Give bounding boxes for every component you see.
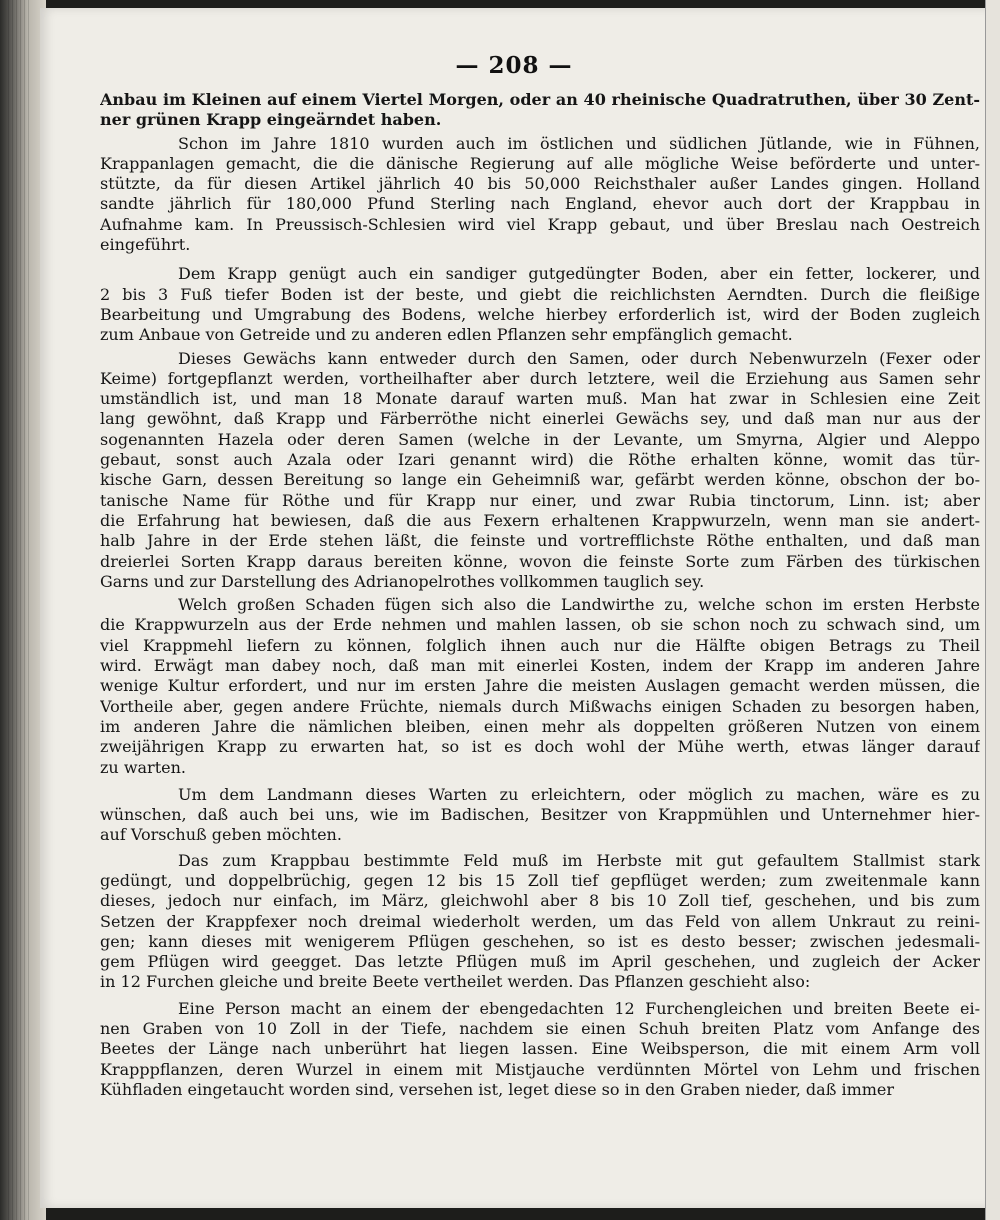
- text-line: lang gewöhnt, daß Krapp und Färberröthe nicht einerlei Gewächs sey, und daß man nur aus der: [100, 409, 980, 429]
- text-line: gedüngt, und doppelbrüchig, gegen 12 bis 15 Zoll tief gepflüget werden; zum zweitenmale kann: [100, 870, 980, 890]
- text-line: Vortheile aber, gegen andere Früchte, niemals durch Mißwachs einigen Schaden zu besorgen haben,: [100, 696, 980, 716]
- paragraph: [100, 595, 980, 778]
- paragraph: [100, 349, 980, 593]
- text-line: Kühfladen eingetaucht worden sind, versehen ist, leget diese so in den Graben nieder, daß immer: [100, 1079, 895, 1099]
- text-line: Keime) fortgepflanzt werden, vortheilhafter aber durch letztere, weil die Erziehung aus Samen sehr: [100, 368, 980, 388]
- text-line: dieses, jedoch nur einfach, im März, gleichwohl aber 8 bis 10 Zoll tief, geschehen, und bis zum: [100, 891, 980, 911]
- text-line: zu warten.: [100, 757, 186, 777]
- text-line: Bearbeitung und Umgrabung des Bodens, welche hierbey erforderlich ist, wird der Boden zugleich: [100, 304, 980, 324]
- text-line: gebaut, sonst auch Azala oder Izari genannt wird) die Röthe erhalten könne, womit das tür-: [100, 450, 980, 470]
- text-line: Dieses Gewächs kann entweder durch den Samen, oder durch Nebenwurzeln (Fexer oder: [178, 348, 980, 368]
- text-line: 2 bis 3 Fuß tiefer Boden ist der beste, und giebt die reichlichsten Aerndten. Durch die fleißige: [100, 284, 980, 304]
- paragraph: [100, 90, 980, 131]
- book-page: [40, 8, 988, 1208]
- text-line: Um dem Landmann dieses Warten zu erleichtern, oder möglich zu machen, wäre es zu: [178, 784, 980, 804]
- text-line: gen; kann dieses mit wenigerem Pflügen geschehen, so ist es desto besser; zwischen jedesmali-: [100, 931, 980, 951]
- text-line: die Erfahrung hat bewiesen, daß die aus Fexern erhaltenen Krappwurzeln, wenn man sie andert-: [100, 510, 980, 530]
- text-line: halb Jahre in der Erde stehen läßt, die feinste und vortrefflichste Röthe enthalten, und daß man: [100, 531, 980, 551]
- paragraph: [100, 785, 980, 846]
- page-body-text: [100, 90, 980, 1100]
- text-line: kische Garn, dessen Bereitung so lange ein Geheimniß war, gefärbt werden könne, obschon der bo-: [100, 470, 980, 490]
- text-line: wenige Kultur erfordert, und nur im ersten Jahre die meisten Auslagen gemacht werden müssen, die: [100, 676, 980, 696]
- text-line: Schon im Jahre 1810 wurden auch im östlichen und südlichen Jütlande, wie in Fühnen,: [178, 133, 980, 153]
- text-line: die Krappwurzeln aus der Erde nehmen und mahlen lassen, ob sie schon noch zu schwach sind, um: [100, 615, 980, 635]
- next-page-edge: [985, 0, 1000, 1220]
- text-line: umständlich ist, und man 18 Monate darauf warten muß. Man hat zwar in Schlesien eine Zeit: [100, 389, 980, 409]
- text-line: Welch großen Schaden fügen sich also die Landwirthe zu, welche schon im ersten Herbste: [178, 595, 980, 615]
- text-line: Aufnahme kam. In Preussisch-Schlesien wird viel Krapp gebaut, und über Breslau nach Oestreich: [100, 214, 980, 234]
- paragraph: [100, 264, 980, 345]
- paragraph: [100, 134, 980, 256]
- text-line: Setzen der Krappfexer noch dreimal wiederholt werden, um das Feld von allem Unkraut zu reini-: [100, 911, 980, 931]
- text-line: nen Graben von 10 Zoll in der Tiefe, nachdem sie einen Schuh breiten Platz vom Anfange des: [100, 1019, 980, 1039]
- text-line: Garns und zur Darstellung des Adrianopelrothes vollkommen tauglich sey.: [100, 571, 705, 591]
- text-line: zum Anbaue von Getreide und zu anderen edlen Pflanzen sehr empfänglich gemacht.: [100, 325, 793, 345]
- text-line: im anderen Jahre die nämlichen bleiben, einen mehr als doppelten größeren Nutzen von einem: [100, 716, 980, 736]
- text-line: zweijährigen Krapp zu erwarten hat, so ist es doch wohl der Mühe werth, etwas länger darauf: [100, 737, 980, 757]
- text-line: viel Krappmehl liefern zu können, folglich ihnen auch nur die Hälfte obigen Betrags zu Theil: [100, 635, 980, 655]
- text-line: Anbau im Kleinen auf einem Viertel Morgen, oder an 40 rheinische Quadratruthen, über 30 Zent-: [100, 90, 980, 109]
- text-line: Das zum Krappbau bestimmte Feld muß im Herbste mit gut gefaultem Stallmist stark: [178, 850, 980, 870]
- text-line: tanische Name für Röthe und für Krapp nur einer, und zwar Rubia tinctorum, Linn. ist; aber: [100, 490, 980, 510]
- text-line: Beetes der Länge nach unberührt hat liegen lassen. Eine Weibsperson, die mit einem Arm voll: [100, 1039, 980, 1059]
- text-line: ner grünen Krapp eingeärndet haben.: [100, 110, 442, 130]
- text-line: dreierlei Sorten Krapp daraus bereiten könne, wovon die feinste Sorte zum Färben des türkischen: [100, 551, 980, 571]
- paragraph: [100, 999, 980, 1100]
- paragraph: [100, 851, 980, 993]
- text-line: Dem Krapp genügt auch ein sandiger gutgedüngter Boden, aber ein fetter, lockerer, und: [178, 264, 980, 284]
- text-line: sogenannten Hazela oder deren Samen (welche in der Levante, um Smyrna, Algier und Aleppo: [100, 429, 980, 449]
- page-number: — 208 —: [455, 52, 573, 79]
- text-line: eingeführt.: [100, 235, 191, 255]
- text-line: stützte, da für diesen Artikel jährlich 40 bis 50,000 Reichsthaler außer Landes gingen. Holland: [100, 174, 980, 194]
- text-line: wird. Erwägt man dabey noch, daß man mit einerlei Kosten, indem der Krapp im anderen Jahre: [100, 656, 980, 676]
- text-line: in 12 Furchen gleiche und breite Beete vertheilet werden. Das Pflanzen geschieht also:: [100, 972, 811, 992]
- text-line: Krappanlagen gemacht, die die dänische Regierung auf alle mögliche Weise beförderte und unter-: [100, 153, 980, 173]
- text-line: auf Vorschuß geben möchten.: [100, 825, 342, 845]
- text-line: Eine Person macht an einem der ebengedachten 12 Furchengleichen und breiten Beete ei-: [178, 998, 980, 1018]
- text-line: Krapppflanzen, deren Wurzel in einem mit Mistjauche verdünnten Mörtel von Lehm und frischen: [100, 1059, 980, 1079]
- text-line: wünschen, daß auch bei uns, wie im Badischen, Besitzer von Krappmühlen und Unternehmer hier-: [100, 805, 980, 825]
- text-line: sandte jährlich für 180,000 Pfund Sterling nach England, ehevor auch dort der Krappbau in: [100, 194, 980, 214]
- text-line: gem Pflügen wird geegget. Das letzte Pflügen muß im April geschehen, und zugleich der Acker: [100, 952, 980, 972]
